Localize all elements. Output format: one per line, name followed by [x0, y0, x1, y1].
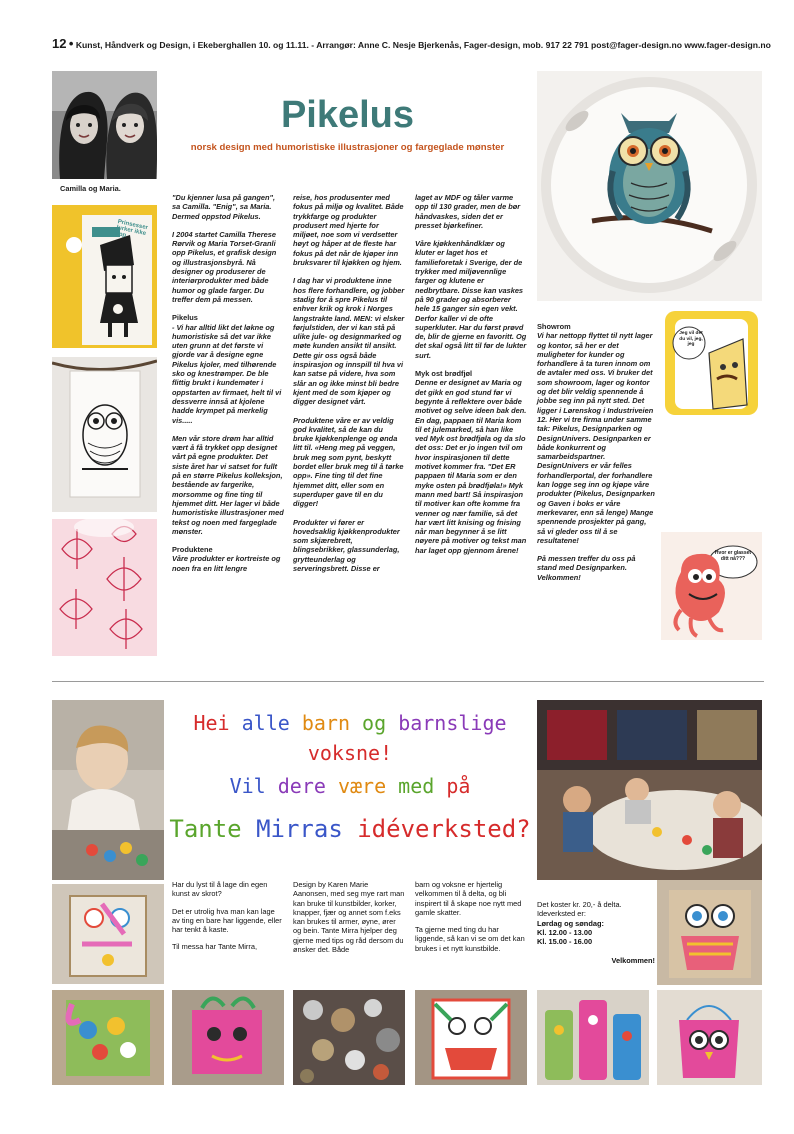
section-divider — [52, 681, 764, 682]
cheese-board-photo — [661, 309, 762, 417]
article-column-3 — [415, 193, 527, 564]
col3-myk-text: Denne er designet av Maria og det gikk en god stund før vi begynte å reflektere over både motivet og selve ideen bak den. En dag, pappaen til Maria kom til et julemarked, så han like ved Myk ost brødfjøla og da slo det oss: Det er jo ingen tvil om hvor inspirasjonen til dette motivet kommer fra. "Det ER pappaen til Maria som er den myke osten på brødfjøla!» Myk mann med bart! Så inspirasjon til motiver kan ofte komme fra venner og nær familie, så det har vært litt knising og fnising når man begynner å se litt nøyere på motiver og tekst man har laget opp gjennom årene! — [415, 378, 527, 555]
col2-paragraph: reise, hos produsenter med fokus på miljø og kvalitet. Både trykkfarge og produkter produsert med hjerte for miljøet, noe som vi verdsetter høyt og håper at de fleste har fokus på det når de kjøper inn bruksvarer til kjøkken og hjem. — [293, 193, 404, 268]
headline-word: Tante — [169, 815, 242, 843]
monster-speech-text: Hvor er glasset ditt nå??? — [714, 550, 752, 562]
owl-towel-photo — [52, 357, 157, 512]
col2-paragraph: Produkter vi fører er hovedsaklig kjøkkenprodukter som skjærebrett, blingsebrikker, glassunderlag, grytteunderlag og serveringsbrett. Disse er — [293, 517, 400, 573]
info-welcome: Velkommen! — [611, 956, 655, 966]
headline-word: voksne! — [307, 741, 393, 765]
craft-photo-owl-frame — [415, 990, 527, 1085]
col4-showroom-section — [537, 322, 655, 545]
col1-produktene-section — [172, 545, 284, 573]
pink-leaf-pattern-photo — [52, 519, 157, 656]
col1-produktene-text: Våre produkter er kortreiste og noen fra en litt lengre — [172, 554, 281, 573]
col1-paragraph: I 2004 startet Camilla Therese Rørvik og Maria Torset-Granli opp Pikelus, et grafisk design og illustrasjonsbyrå. Nå designer og produserer de interiørprodukter med både humor og glade farger. Du treffer dem på messen. — [172, 229, 277, 304]
kids-column-1 — [172, 880, 284, 960]
craft-photo-pink — [172, 990, 284, 1085]
headline-word: alle — [241, 711, 290, 735]
kids-headline — [168, 708, 532, 854]
headline-word: på — [446, 774, 471, 798]
headline-word: barnslige — [398, 711, 507, 735]
article-column-1 — [172, 193, 284, 582]
monster-coaster-photo — [661, 532, 762, 640]
col3-paragraph: Våre kjøkkenhåndklær og kluter er laget hos et familieforetak i Sverige, der de trykker med miljøvennlige farger og klutene er nedbrytbare. Disse kan vaskes på 90 grader og absorberer hele 15 ganger sin egen vekt. Derfor kaller vi de ofte superkluter. Har du først prøvd de, blir de gjerne en favoritt. Og det skal også litt til før de lukter surt. — [415, 239, 527, 360]
headline-word: Hei — [193, 711, 230, 735]
article-column-2 — [293, 193, 405, 582]
header-bullet: • — [68, 36, 74, 51]
col1-paragraph: "Du kjenner lusa på gangen", sa Camilla. "Enig", sa Maria. Dermed oppstod Pikelus. — [172, 193, 276, 221]
header-text: Kunst, Håndverk og Design, i Ekeberghallen 10. og 11.11. - Arrangør: Anne C. Nesje Bjerkenås, Fager-design, mob. 917 22 791 post@fager-design.no www.fager-design.no — [75, 40, 771, 50]
page-number: 12 — [52, 36, 67, 51]
kids-paragraph: Ta gjerne med ting du har liggende, så kan vi se om det kan brukes i et nytt kunstbilde. — [415, 925, 525, 953]
board-speech-text: Jeg vil det du vil, jeg, jeg — [679, 331, 703, 347]
craft-owl-hanging-photo — [657, 990, 762, 1085]
kids-info — [537, 900, 655, 966]
col2-paragraph: Produktene våre er av veldig god kvalitet, så de kan du bruke kjøkkenplenge og ønda litt til. «Heng meg på veggen, bruk meg som pynt, beskytt bordet eller bruk meg til å tørke opp». Fine ting til det fine hjemmet ditt, eller som en superduper gave til en du digger! — [293, 415, 404, 509]
info-time-2: Kl. 15.00 - 16.00 — [537, 937, 593, 947]
craft-owl-photo-2 — [657, 880, 762, 985]
kids-paragraph: barn og voksne er hjertelig velkommen til å delta, og bli inspirert til å skape noe nytt med gamle skatter. — [415, 880, 522, 917]
kids-column-2 — [293, 880, 405, 962]
workshop-photo — [537, 700, 762, 880]
portrait-photo — [52, 71, 157, 179]
col4-closing: På messen treffer du oss på stand med Designparken. Velkommen! — [537, 554, 636, 582]
headline-word: Vil — [229, 774, 266, 798]
info-price: Det koster kr. 20,- å delta. — [537, 900, 622, 909]
col3-myk-section — [415, 369, 527, 555]
owl-tray-photo — [537, 71, 762, 301]
craft-owl-photo-1 — [52, 884, 164, 984]
info-schedule-label: Ideverksted er: — [537, 909, 586, 919]
info-days: Lørdag og søndag: — [537, 918, 604, 928]
headline-line-3 — [168, 804, 532, 854]
photo-caption: Camilla og Maria. — [60, 184, 121, 193]
junk-materials-photo — [293, 990, 405, 1085]
info-time-1: Kl. 12.00 - 13.00 — [537, 927, 593, 937]
col1-pikelus-section — [172, 313, 284, 425]
headline-word: med — [398, 774, 435, 798]
headline-word: Mirras — [256, 815, 343, 843]
towel-girl-photo — [52, 205, 157, 348]
kids-paragraph: Har du lyst til å lage din egen kunst av skrot? — [172, 880, 268, 899]
kids-column-3 — [415, 880, 527, 961]
towel-text: Prinsesser lurker ikke opp — [114, 219, 149, 239]
kids-paragraph: Design by Karen Marie Aanonsen, med seg mye rart man kan bruke til kunstbilder, korker, knapper, fjær og annet som f.eks kan brukes til armer, øyne, ører og bein. Tante Mirra hjelper deg gjerne med tips og råd dersom du ønsker det. Både — [293, 880, 405, 955]
headline-word: dere — [277, 774, 326, 798]
col1-pikelus-text: - Vi har alltid likt det løkne og humoristiske så det var ikke uten grunn at det første vi gjorde var å designe egne Pikelus kjoler, med tilhørende sko og knestrømper. De ble flittig brukt i kundemøter i oppstarten av firmaet, helt til vi dessverre innså at kjolene hadde krympet på merkelig vis..... — [172, 322, 282, 425]
article-title: Pikelus — [280, 94, 415, 136]
headline-word: være — [337, 774, 387, 798]
headline-word: og — [362, 711, 387, 735]
headline-line-2 — [168, 768, 532, 804]
col3-paragraph: laget av MDF og tåler varme opp til 130 grader, men de bør håndvaskes, siden det er presset bjørkefiner. — [415, 193, 521, 230]
craft-supplies-jars-photo — [537, 990, 649, 1085]
child-crafting-photo — [52, 700, 164, 880]
article-subtitle: norsk design med humoristiske illustrasjoner og fargeglade mønster — [190, 142, 505, 153]
page-header — [52, 36, 771, 51]
kids-paragraph: Det er utrolig hva man kan lage av ting en bare har liggende, eller har tenkt å kaste. — [172, 906, 282, 935]
craft-photo-buttons — [52, 990, 164, 1085]
col4-heading: Showrom — [537, 322, 571, 331]
kids-paragraph: Til messa har Tante Mirra, — [172, 942, 258, 952]
col1-heading-produktene: Produktene — [172, 545, 213, 555]
col2-paragraph: I dag har vi produktene inne hos flere forhandlere, og jobber stadig for å spre Pikelus til enhver krik og krok i Norges langstrakte land. MEN: vi elsker førjulstiden, der vi kan stå på ulike jule- og designmarked og møte kunden ansikt til ansikt. Dette gir oss også både inspirasjon og innspill til hva vi kan satse på videre, hva som slår an og ikke minst bli bedre kjent med de som kjøper og digger designet vårt. — [293, 276, 405, 407]
article-column-4 — [537, 322, 655, 591]
headline-word: barn — [301, 711, 350, 735]
col1-heading-pikelus: Pikelus — [172, 313, 198, 323]
col4-text: Vi har nettopp flyttet til nytt lager og kontor, så her er det muligheter for kunder og forhandlere å ta turen innom om de avtaler med oss. Vi bruker det som showroom, lager og kontor og det blir veldig spennende å jobbe seg inn på nytt sted. Det ligger i Lørenskog i Industriveien 12. Her vi tre firma under samme tak: Pikelus, Designparken og DesignUnivers. Designparken er både konkurrent og samarbeidspartner. DesignUnivers er vår felles forhandlerportal, der forhandlere kan logge seg inn og kjøpe våre produkter (Pikelus, Designparken og Gaven i boks er våre merkevarer, enn så lenge) Mange spennende prosjekter på gang, så vi gleder oss til å se resultatene! — [537, 331, 655, 545]
headline-word: idéverksted? — [357, 815, 531, 843]
headline-line-1 — [168, 708, 532, 768]
col1-paragraph: Men vår store drøm har alltid vært å få trykket opp designet vårt på egne produkter. Det siste året har vi satset for fullt på en større Pikelus kolleksjon, bestående av fargerike, morsomme og fine ting til hjemmet ditt. Her lager vi både humoristiske illustrasjoner med tekst og noen med fargeglade mønster. — [172, 433, 284, 536]
col3-heading: Myk ost brødfjøl — [415, 369, 473, 379]
